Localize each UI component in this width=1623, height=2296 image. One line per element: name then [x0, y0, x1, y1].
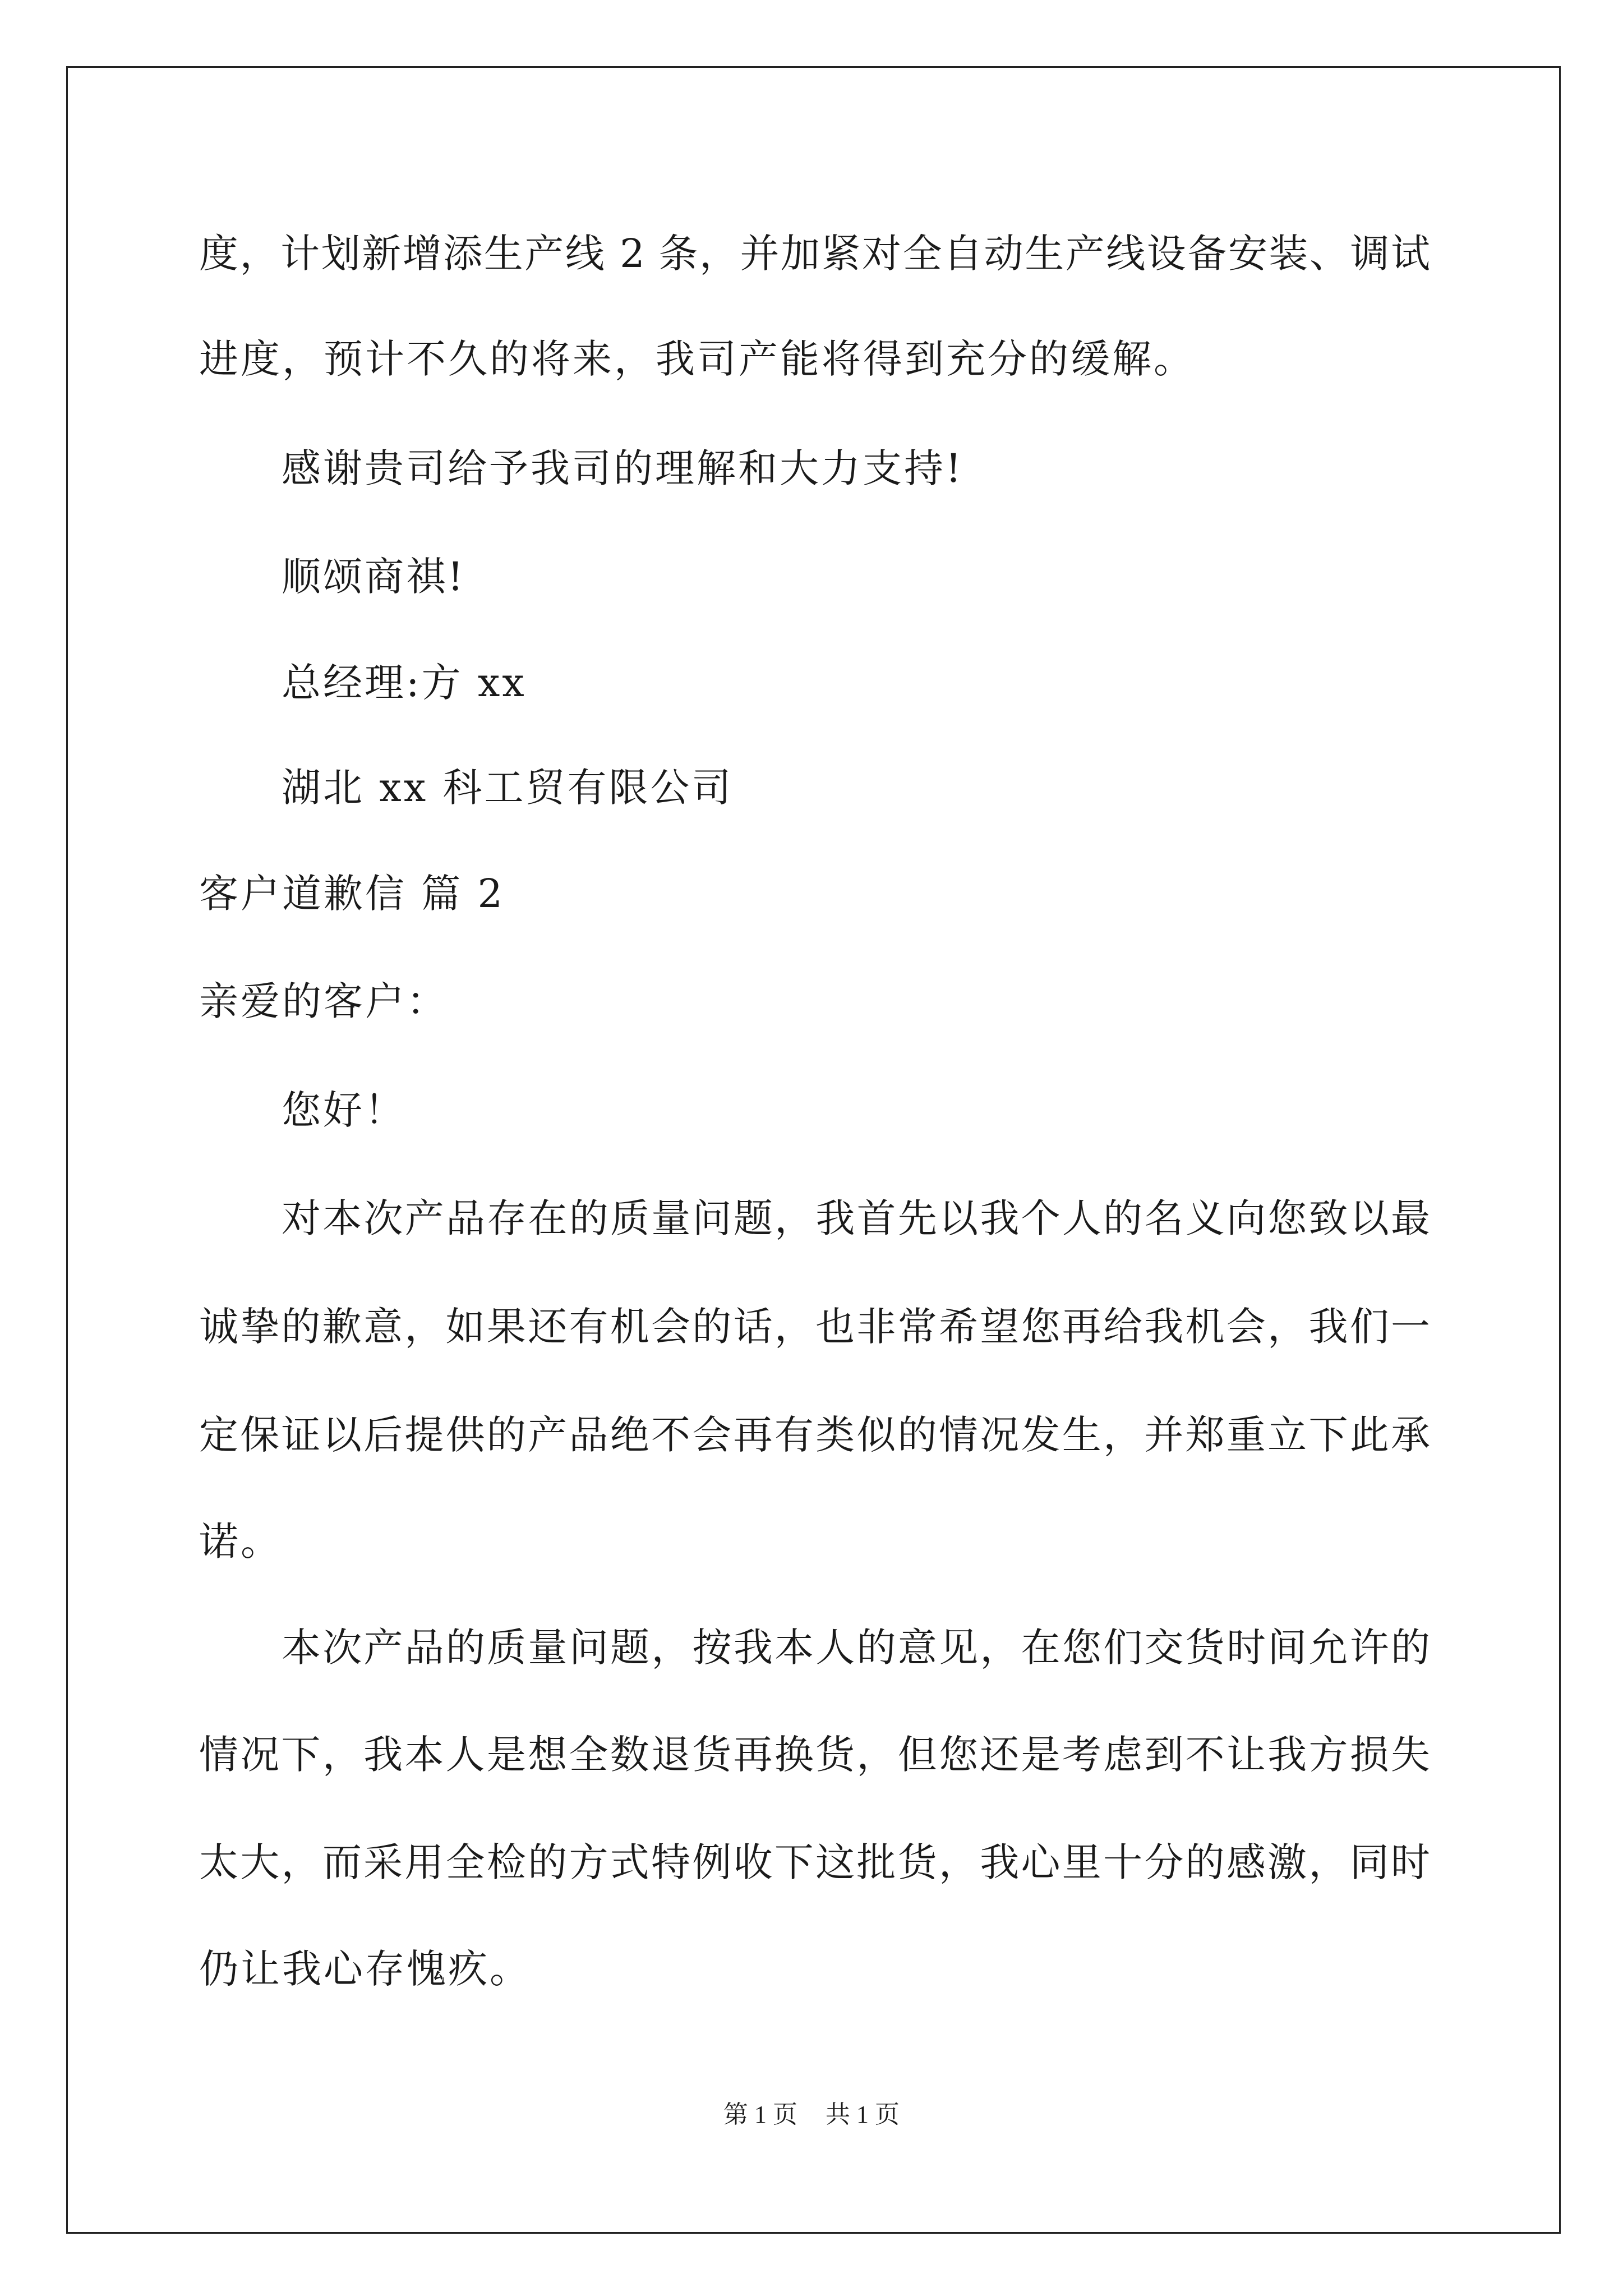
- section-heading: 客户道歉信 篇 2: [199, 871, 505, 917]
- page-number: 第 1 页: [723, 2101, 797, 2128]
- body-line: 情况下，我本人是想全数退货再换货，但您还是考虑到不让我方损失: [199, 1732, 1430, 1778]
- body-line: 太大，而采用全检的方式特例收下这批货，我心里十分的感激，同时: [199, 1839, 1430, 1885]
- body-line: 诚挚的歉意，如果还有机会的话，也非常希望您再给我机会，我们一: [199, 1304, 1430, 1350]
- body-line: 您好！: [282, 1087, 406, 1133]
- page-total: 共 1 页: [826, 2101, 900, 2128]
- body-line: 定保证以后提供的产品绝不会再有类似的情况发生，并郑重立下此承: [199, 1412, 1430, 1458]
- signature-name: 总经理:方 xx: [282, 660, 527, 706]
- body-line: 进度，预计不久的将来，我司产能将得到充分的缓解。: [199, 336, 1195, 382]
- body-line: 度，计划新增添生产线 2 条，并加紧对全自动生产线设备安装、调试: [199, 231, 1430, 277]
- page-footer: [0, 2102, 1623, 2127]
- closing-salutation: 顺颂商祺!: [282, 554, 466, 600]
- body-line: 感谢贵司给予我司的理解和大力支持!: [282, 445, 964, 491]
- company-name: 湖北 xx 科工贸有限公司: [282, 765, 734, 811]
- page-border: [66, 66, 1561, 2234]
- greeting: 亲爱的客户：: [199, 978, 448, 1024]
- body-line: 仍让我心存愧疚。: [199, 1946, 531, 1992]
- body-line: 诺。: [199, 1519, 282, 1565]
- body-line: 对本次产品存在的质量问题，我首先以我个人的名义向您致以最: [282, 1195, 1430, 1241]
- body-line: 本次产品的质量问题，按我本人的意见，在您们交货时间允许的: [282, 1625, 1430, 1671]
